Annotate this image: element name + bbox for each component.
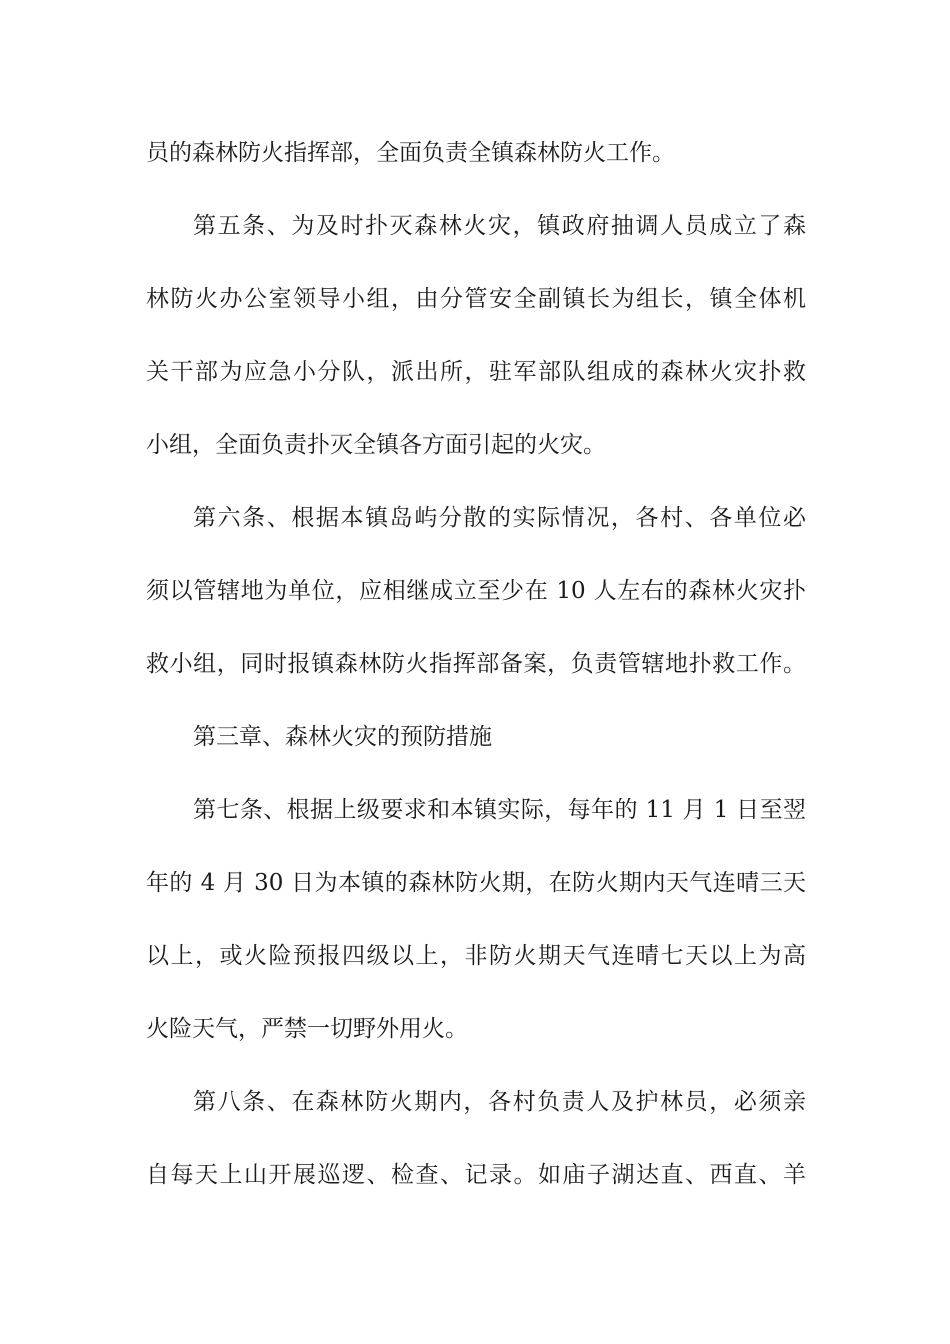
text-line-3: 林防火办公室领导小组，由分管安全副镇长为组长，镇全体机: [146, 286, 806, 312]
text-line-6: 第六条、根据本镇岛屿分散的实际情况，各村、各单位必: [193, 505, 806, 531]
text-line-1: 员的森林防火指挥部，全面负责全镇森林防火工作。: [146, 140, 675, 166]
text-line-11: 年的 4 月 30 日为本镇的森林防火期，在防火期内天气连晴三天: [146, 870, 806, 896]
text-line-15: 自每天上山开展巡逻、检查、记录。如庙子湖达直、西直、羊: [146, 1162, 806, 1188]
text-line-10: 第七条、根据上级要求和本镇实际，每年的 11 月 1 日至翌: [193, 797, 806, 823]
chapter-heading: 第三章、森林火灾的预防措施: [193, 724, 492, 750]
text-line-2: 第五条、为及时扑灭森林火灾，镇政府抽调人员成立了森: [193, 213, 806, 239]
text-line-7: 须以管辖地为单位，应相继成立至少在 10 人左右的森林火灾扑: [146, 578, 806, 604]
text-line-8: 救小组，同时报镇森林防火指挥部备案，负责管辖地扑救工作。: [146, 651, 806, 677]
text-line-4: 关干部为应急小分队，派出所，驻军部队组成的森林火灾扑救: [146, 359, 806, 385]
text-line-12: 以上，或火险预报四级以上，非防火期天气连晴七天以上为高: [146, 943, 806, 969]
text-line-14: 第八条、在森林防火期内，各村负责人及护林员，必须亲: [193, 1089, 806, 1115]
text-line-5: 小组，全面负责扑灭全镇各方面引起的火灾。: [146, 432, 606, 458]
text-line-13: 火险天气，严禁一切野外用火。: [146, 1016, 468, 1042]
